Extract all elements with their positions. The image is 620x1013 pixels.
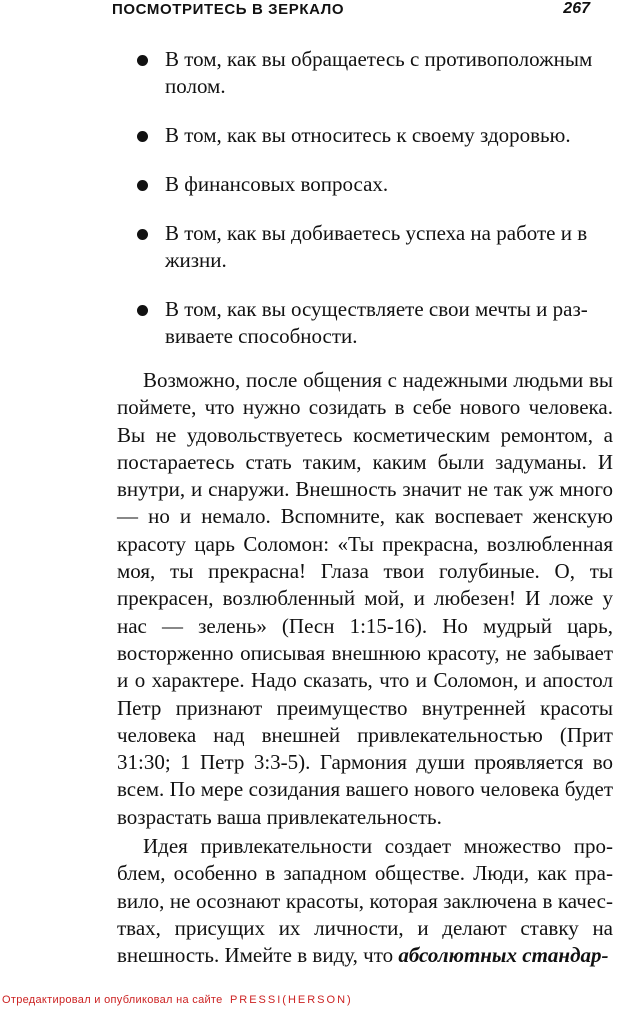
paragraph [117, 833, 613, 969]
footer-site-name: PRESSI(HERSON) [229, 994, 353, 1006]
footer-credit [2, 994, 353, 1006]
bullet-icon [137, 131, 148, 142]
bullet-icon [137, 180, 148, 191]
list-item [135, 122, 620, 149]
bullet-text: В том, как вы относитесь к своему здоровью. [165, 123, 571, 147]
bullet-icon [137, 229, 148, 240]
list-item [135, 220, 620, 274]
emphasized-text: абсолютных стандар- [398, 943, 609, 968]
list-item [135, 296, 620, 350]
bullet-text: В финансовых вопросах. [165, 172, 389, 196]
bullet-list [135, 46, 620, 372]
paragraph: Возможно, после общения с надежными людьми вы поймете, что нужно созидать в себе нового человека. Вы не удовольствуетесь косметическим ремонтом, а постараетесь стать таким, каким были задуманы. И внутри, и снаружи. Внешность значит не так уж много — но и немало. Вспомните, как воспевает женскую красоту царь Соломон: «Ты прекрасна, возлюбленная моя, ты прекрасна! Глаза твои голубиные. О, ты прекрасен, возлюбленный мой, и любезен! И ложе у нас — зелень» (Песн 1:15-16). Но мудрый царь, восторженно описывая внешнюю красоту, не забывает и о характере. Надо сказать, что и Соломон, и апостол Петр признают преимущество внутренней красоты человека над внешней привлекательностью (Прит 31:30; 1 Петр 3:3-5). Гармония души проявляется во всем. По мере созидания вашего нового человека будет возрастать ваша привлекательность. [117, 368, 613, 829]
bullet-text: В том, как вы осуществляете свои мечты и развиваете способности. [165, 297, 588, 348]
bullet-icon [137, 55, 148, 66]
chapter-title: ПОСМОТРИТЕСЬ В ЗЕРКАЛО [112, 1, 345, 18]
paragraph-text: Идея привлекательности создает множество проблем, особенно в западном обществе. Люди, как правило, не осознают красоты, которая заключена в качествах, присущих их личности, и делают ставку на внешность. Имейте в виду, что [117, 834, 613, 968]
list-item [135, 46, 620, 100]
page-number: 267 [563, 0, 590, 17]
body-text [117, 367, 613, 970]
bullet-icon [137, 305, 148, 316]
bullet-text: В том, как вы обращаетесь с противоположным полом. [165, 47, 593, 98]
footer-credit-text: Отредактировал и опубликовал на сайте [2, 994, 223, 1006]
running-head [112, 0, 612, 22]
list-item [135, 171, 620, 198]
bullet-text: В том, как вы добиваетесь успеха на работе и в жизни. [165, 221, 588, 272]
